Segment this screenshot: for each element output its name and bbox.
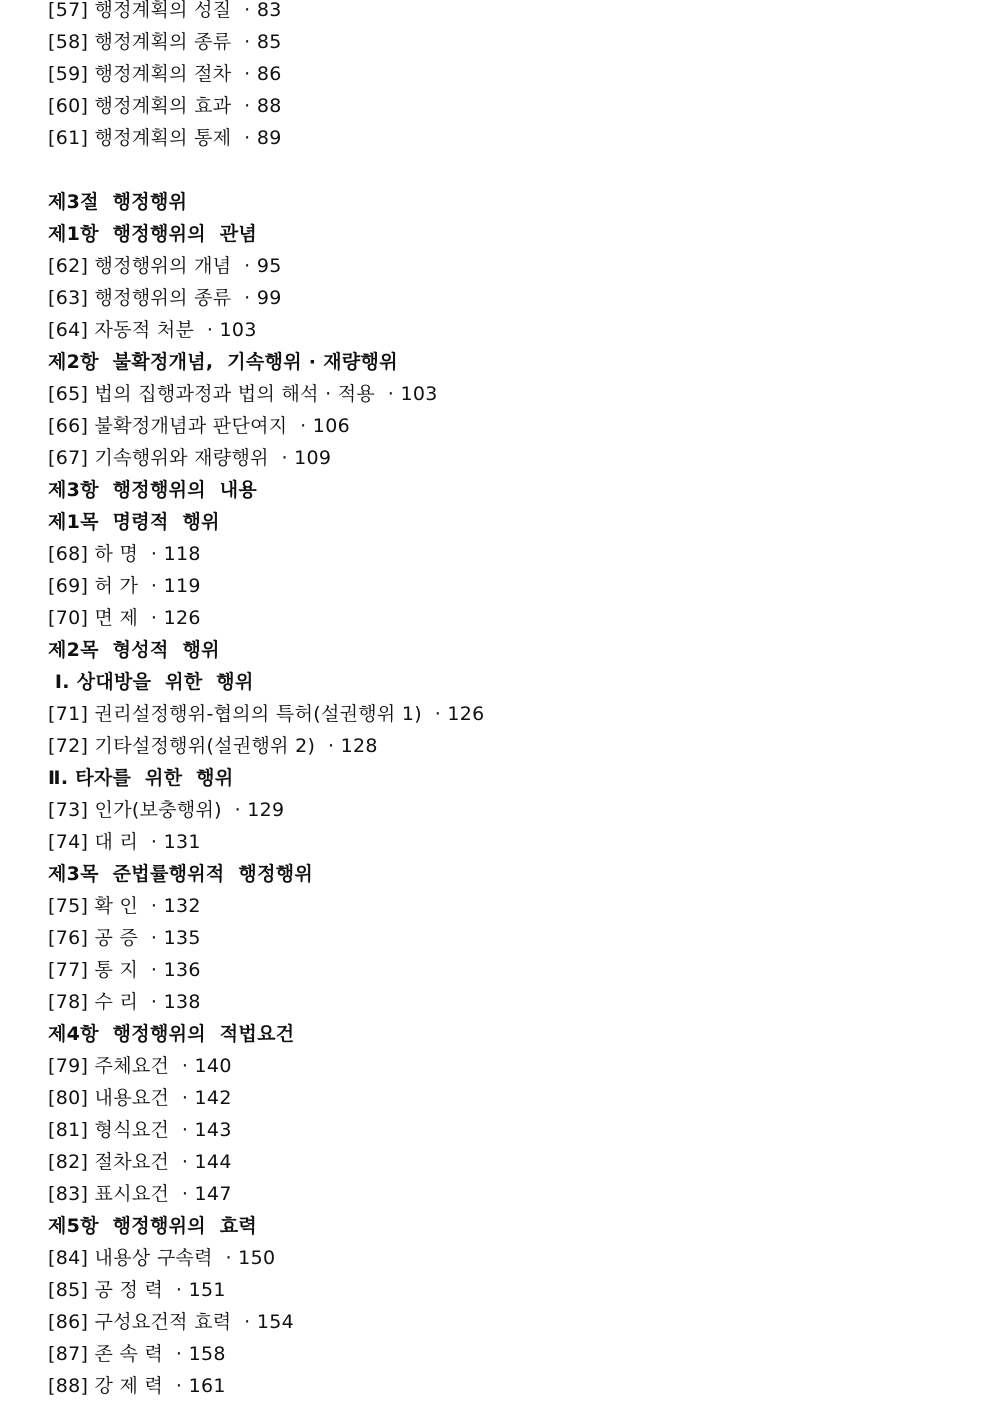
entry-title: 주체요건 bbox=[94, 1055, 170, 1077]
section-heading: Ⅰ. 상대방을 위한 행위 bbox=[48, 671, 254, 693]
toc-entry bbox=[48, 826, 968, 858]
entry-title: 존 속 력 bbox=[94, 1343, 164, 1365]
entry-page: · 103 bbox=[206, 319, 257, 341]
entry-number: [76] bbox=[48, 927, 89, 949]
entry-page: · 129 bbox=[234, 799, 285, 821]
entry-title: 권리설정행위-협의의 특허(설권행위 1) bbox=[94, 703, 423, 725]
section-spacer bbox=[48, 154, 968, 186]
entry-number: [81] bbox=[48, 1119, 89, 1141]
entry-page: · 135 bbox=[150, 927, 201, 949]
toc-entry bbox=[48, 1306, 968, 1338]
toc-entry bbox=[48, 1370, 968, 1402]
entry-title: 강 제 력 bbox=[94, 1375, 164, 1397]
section-heading: 제5항 행정행위의 효력 bbox=[48, 1215, 258, 1237]
entry-number: [85] bbox=[48, 1279, 89, 1301]
entry-page: · 154 bbox=[244, 1311, 295, 1333]
entry-title: 행정행위의 개념 bbox=[94, 255, 232, 277]
entry-number: [59] bbox=[48, 63, 89, 85]
entry-title: 내용요건 bbox=[94, 1087, 170, 1109]
section-heading: 제3목 준법률행위적 행정행위 bbox=[48, 863, 314, 885]
entry-page: · 86 bbox=[244, 63, 282, 85]
entry-number: [80] bbox=[48, 1087, 89, 1109]
toc-entry bbox=[48, 954, 968, 986]
entry-number: [84] bbox=[48, 1247, 89, 1269]
entry-title: 수 리 bbox=[94, 991, 139, 1013]
section-heading: 제3항 행정행위의 내용 bbox=[48, 479, 258, 501]
entry-number: [82] bbox=[48, 1151, 89, 1173]
entry-page: · 119 bbox=[150, 575, 201, 597]
toc-entry bbox=[48, 538, 968, 570]
entry-number: [57] bbox=[48, 0, 89, 21]
section-heading: 제1항 행정행위의 관념 bbox=[48, 223, 258, 245]
entry-page: · 109 bbox=[281, 447, 332, 469]
entry-title: 행정계획의 성질 bbox=[94, 0, 232, 21]
entry-number: [88] bbox=[48, 1375, 89, 1397]
toc-entry bbox=[48, 570, 968, 602]
section-heading: Ⅱ. 타자를 위한 행위 bbox=[48, 767, 234, 789]
entry-page: · 138 bbox=[150, 991, 201, 1013]
entry-number: [62] bbox=[48, 255, 89, 277]
entry-page: · 161 bbox=[175, 1375, 226, 1397]
entry-title: 인가(보충행위) bbox=[94, 799, 222, 821]
toc-entry bbox=[48, 794, 968, 826]
entry-number: [78] bbox=[48, 991, 89, 1013]
entry-page: · 147 bbox=[181, 1183, 232, 1205]
toc-entry bbox=[48, 922, 968, 954]
table-of-contents bbox=[48, 0, 968, 1402]
toc-entry bbox=[48, 90, 968, 122]
entry-number: [74] bbox=[48, 831, 89, 853]
entry-page: · 106 bbox=[300, 415, 350, 437]
entry-title: 행정계획의 절차 bbox=[94, 63, 232, 85]
entry-title: 허 가 bbox=[94, 575, 139, 597]
entry-page: · 143 bbox=[181, 1119, 232, 1141]
entry-page: · 126 bbox=[150, 607, 201, 629]
toc-entry bbox=[48, 282, 968, 314]
toc-entry bbox=[48, 698, 968, 730]
entry-number: [67] bbox=[48, 447, 89, 469]
section-heading: 제2항 불확정개념, 기속행위 · 재량행위 bbox=[48, 351, 398, 373]
entry-page: · 150 bbox=[225, 1247, 276, 1269]
entry-title: 법의 집행과정과 법의 해석 · 적용 bbox=[94, 383, 376, 405]
entry-page: · 144 bbox=[181, 1151, 232, 1173]
toc-entry bbox=[48, 602, 968, 634]
toc-entry bbox=[48, 26, 968, 58]
entry-title: 절차요건 bbox=[94, 1151, 170, 1173]
entry-page: · 88 bbox=[244, 95, 282, 117]
entry-number: [86] bbox=[48, 1311, 89, 1333]
entry-page: · 132 bbox=[150, 895, 201, 917]
toc-entry bbox=[48, 1082, 968, 1114]
entry-page: · 99 bbox=[244, 287, 282, 309]
entry-number: [75] bbox=[48, 895, 89, 917]
entry-number: [79] bbox=[48, 1055, 89, 1077]
toc-entry bbox=[48, 410, 968, 442]
toc-entry bbox=[48, 314, 968, 346]
entry-number: [70] bbox=[48, 607, 89, 629]
entry-page: · 83 bbox=[244, 0, 282, 21]
entry-number: [71] bbox=[48, 703, 89, 725]
section-heading: 제2목 형성적 행위 bbox=[48, 639, 220, 661]
entry-title: 하 명 bbox=[94, 543, 139, 565]
entry-title: 기속행위와 재량행위 bbox=[94, 447, 269, 469]
entry-number: [65] bbox=[48, 383, 89, 405]
entry-number: [73] bbox=[48, 799, 89, 821]
entry-number: [58] bbox=[48, 31, 89, 53]
toc-entry bbox=[48, 1178, 968, 1210]
entry-page: · 151 bbox=[175, 1279, 226, 1301]
entry-page: · 103 bbox=[387, 383, 438, 405]
toc-entry bbox=[48, 1338, 968, 1370]
toc-entry bbox=[48, 1114, 968, 1146]
entry-number: [60] bbox=[48, 95, 89, 117]
entry-number: [72] bbox=[48, 735, 89, 757]
entry-page: · 128 bbox=[327, 735, 378, 757]
entry-page: · 126 bbox=[434, 703, 485, 725]
entry-number: [77] bbox=[48, 959, 89, 981]
entry-number: [64] bbox=[48, 319, 89, 341]
entry-title: 행정계획의 종류 bbox=[94, 31, 232, 53]
entry-number: [69] bbox=[48, 575, 89, 597]
toc-entry bbox=[48, 890, 968, 922]
toc-entry bbox=[48, 378, 968, 410]
entry-title: 자동적 처분 bbox=[94, 319, 195, 341]
entry-title: 면 제 bbox=[94, 607, 139, 629]
entry-page: · 136 bbox=[150, 959, 201, 981]
entry-page: · 140 bbox=[181, 1055, 232, 1077]
entry-title: 행정계획의 효과 bbox=[94, 95, 232, 117]
entry-title: 구성요건적 효력 bbox=[94, 1311, 232, 1333]
entry-title: 확 인 bbox=[94, 895, 139, 917]
section-heading: 제1목 명령적 행위 bbox=[48, 511, 220, 533]
entry-number: [61] bbox=[48, 127, 89, 149]
toc-entry bbox=[48, 986, 968, 1018]
entry-title: 공 정 력 bbox=[94, 1279, 164, 1301]
toc-entry bbox=[48, 1050, 968, 1082]
entry-page: · 118 bbox=[150, 543, 201, 565]
toc-entry bbox=[48, 1146, 968, 1178]
entry-number: [63] bbox=[48, 287, 89, 309]
section-heading: 제4항 행정행위의 적법요건 bbox=[48, 1023, 295, 1045]
entry-page: · 158 bbox=[175, 1343, 226, 1365]
entry-title: 대 리 bbox=[94, 831, 139, 853]
toc-entry bbox=[48, 442, 968, 474]
toc-entry bbox=[48, 730, 968, 762]
entry-number: [68] bbox=[48, 543, 89, 565]
entry-title: 행정계획의 통제 bbox=[94, 127, 232, 149]
toc-entry bbox=[48, 122, 968, 154]
entry-page: · 85 bbox=[244, 31, 282, 53]
entry-number: [83] bbox=[48, 1183, 89, 1205]
entry-number: [87] bbox=[48, 1343, 89, 1365]
toc-entry bbox=[48, 1274, 968, 1306]
toc-entry bbox=[48, 0, 968, 26]
section-heading: 제3절 행정행위 bbox=[48, 191, 188, 213]
entry-page: · 95 bbox=[244, 255, 282, 277]
toc-entry bbox=[48, 58, 968, 90]
toc-entry bbox=[48, 250, 968, 282]
entry-title: 통 지 bbox=[94, 959, 139, 981]
entry-title: 내용상 구속력 bbox=[94, 1247, 213, 1269]
entry-page: · 89 bbox=[244, 127, 282, 149]
entry-title: 형식요건 bbox=[94, 1119, 170, 1141]
entry-page: · 131 bbox=[150, 831, 201, 853]
entry-title: 표시요건 bbox=[94, 1183, 170, 1205]
toc-entry bbox=[48, 1242, 968, 1274]
entry-title: 기타설정행위(설권행위 2) bbox=[94, 735, 316, 757]
entry-page: · 142 bbox=[181, 1087, 232, 1109]
entry-title: 불확정개념과 판단여지 bbox=[94, 415, 288, 437]
entry-title: 공 증 bbox=[94, 927, 139, 949]
entry-number: [66] bbox=[48, 415, 89, 437]
entry-title: 행정행위의 종류 bbox=[94, 287, 232, 309]
